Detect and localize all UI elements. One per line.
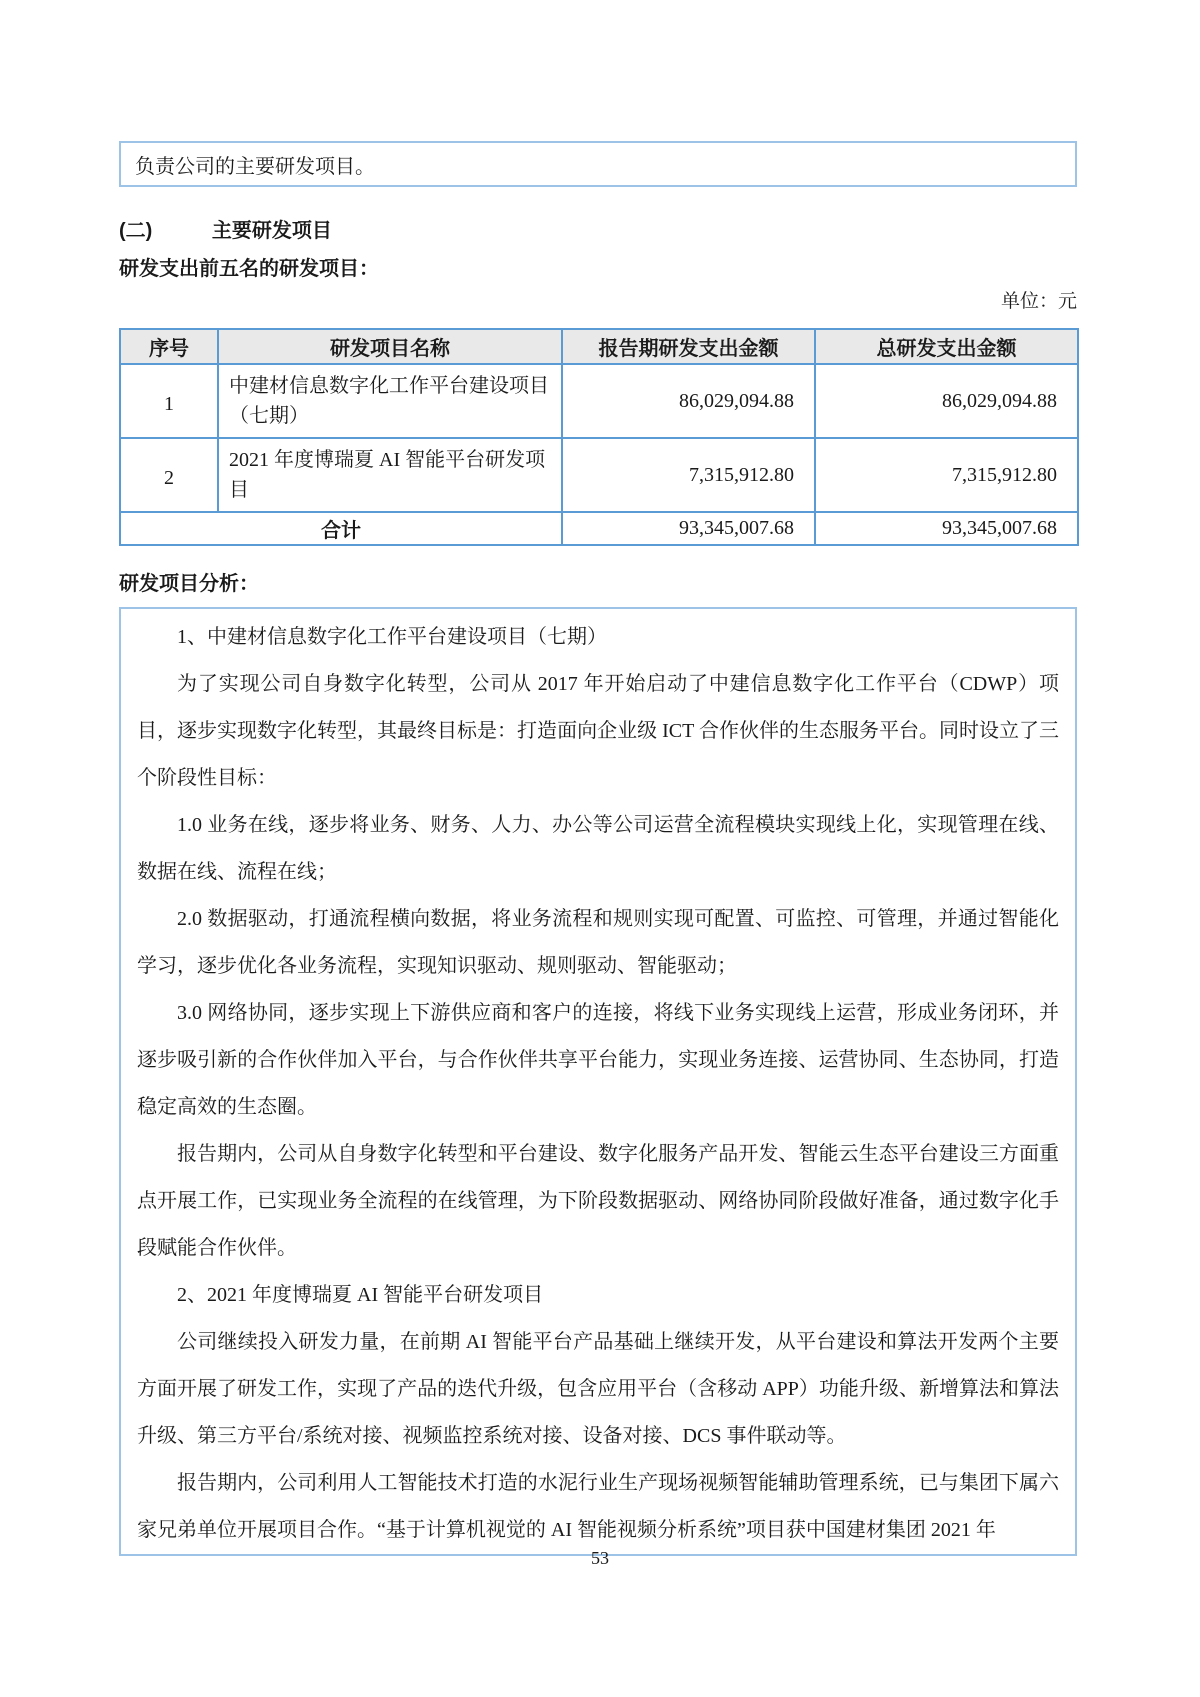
table-header-row bbox=[120, 329, 1078, 364]
top-note-box bbox=[119, 141, 1077, 187]
top-note-text: 负责公司的主要研发项目。 bbox=[135, 155, 375, 178]
analysis-paragraph: 公司继续投入研发力量，在前期 AI 智能平台产品基础上继续开发，从平台建设和算法开发两个主要方面开展了研发工作，实现了产品的迭代升级，包含应用平台（含移动 APP）功能升级、新增算法和算法升级、第三方平台/系统对接、视频监控系统对接、设备对接、DCS 事件联动等。 bbox=[137, 1331, 1059, 1447]
analysis-paragraph: 为了实现公司自身数字化转型，公司从 2017 年开始启动了中建信息数字化工作平台（CDWP）项目，逐步实现数字化转型，其最终目标是：打造面向企业级 ICT 合作伙伴的生态服务平台。同时设立了三个阶段性目标： bbox=[137, 673, 1059, 789]
section-title: 主要研发项目 bbox=[211, 220, 332, 242]
analysis-paragraph: 报告期内，公司利用人工智能技术打造的水泥行业生产现场视频智能辅助管理系统，已与集团下属六家兄弟单位开展项目合作。“基于计算机视觉的 AI 智能视频分析系统”项目获中国建材集团 2021 年 bbox=[137, 1472, 1059, 1541]
analysis-paragraph: 1、中建材信息数字化工作平台建设项目（七期） bbox=[177, 626, 607, 648]
footer-total-amount: 93,345,007.68 bbox=[815, 512, 1078, 545]
analysis-paragraph: 2.0 数据驱动，打通流程横向数据，将业务流程和规则实现可配置、可监控、可管理，并通过智能化学习，逐步优化各业务流程，实现知识驱动、规则驱动、智能驱动； bbox=[137, 908, 1059, 977]
header-cell-period: 报告期研发支出金额 bbox=[562, 329, 815, 364]
footer-period-amount: 93,345,007.68 bbox=[562, 512, 815, 545]
header-cell-name: 研发项目名称 bbox=[218, 329, 562, 364]
cell-period-amount: 86,029,094.88 bbox=[562, 364, 815, 438]
cell-project-name: 中建材信息数字化工作平台建设项目（七期） bbox=[218, 364, 562, 438]
cell-row-no: 2 bbox=[120, 438, 218, 512]
cell-row-no: 1 bbox=[120, 364, 218, 438]
unit-label: 单位：元 bbox=[1000, 291, 1077, 312]
table-row bbox=[120, 364, 1078, 438]
table-row bbox=[120, 438, 1078, 512]
header-cell-total: 总研发支出金额 bbox=[815, 329, 1078, 364]
footer-total-label: 合计 bbox=[120, 512, 562, 545]
page-content bbox=[119, 0, 1077, 1556]
analysis-heading: 研发项目分析： bbox=[119, 573, 259, 595]
table-footer-row bbox=[120, 512, 1078, 545]
subheading: 研发支出前五名的研发项目： bbox=[119, 258, 379, 280]
analysis-paragraph: 3.0 网络协同，逐步实现上下游供应商和客户的连接，将线下业务实现线上运营，形成业务闭环，并逐步吸引新的合作伙伴加入平台，与合作伙伴共享平台能力，实现业务连接、运营协同、生态协同，打造稳定高效的生态圈。 bbox=[137, 1002, 1059, 1118]
analysis-paragraph: 报告期内，公司从自身数字化转型和平台建设、数字化服务产品开发、智能云生态平台建设三方面重点开展工作，已实现业务全流程的在线管理，为下阶段数据驱动、网络协同阶段做好准备，通过数字化手段赋能合作伙伴。 bbox=[137, 1143, 1059, 1259]
analysis-paragraph: 1.0 业务在线，逐步将业务、财务、人力、办公等公司运营全流程模块实现线上化，实现管理在线、数据在线、流程在线； bbox=[137, 814, 1059, 883]
cell-total-amount: 7,315,912.80 bbox=[815, 438, 1078, 512]
section-index: (二) bbox=[119, 220, 153, 242]
cell-total-amount: 86,029,094.88 bbox=[815, 364, 1078, 438]
page-number: 53 bbox=[591, 1548, 609, 1568]
header-cell-no: 序号 bbox=[120, 329, 218, 364]
analysis-paragraph: 2、2021 年度博瑞夏 AI 智能平台研发项目 bbox=[177, 1284, 544, 1306]
cell-period-amount: 7,315,912.80 bbox=[562, 438, 815, 512]
rd-expense-table bbox=[119, 328, 1079, 546]
analysis-box bbox=[119, 607, 1077, 1556]
cell-project-name: 2021 年度博瑞夏 AI 智能平台研发项目 bbox=[218, 438, 562, 512]
section-heading bbox=[119, 218, 1077, 244]
